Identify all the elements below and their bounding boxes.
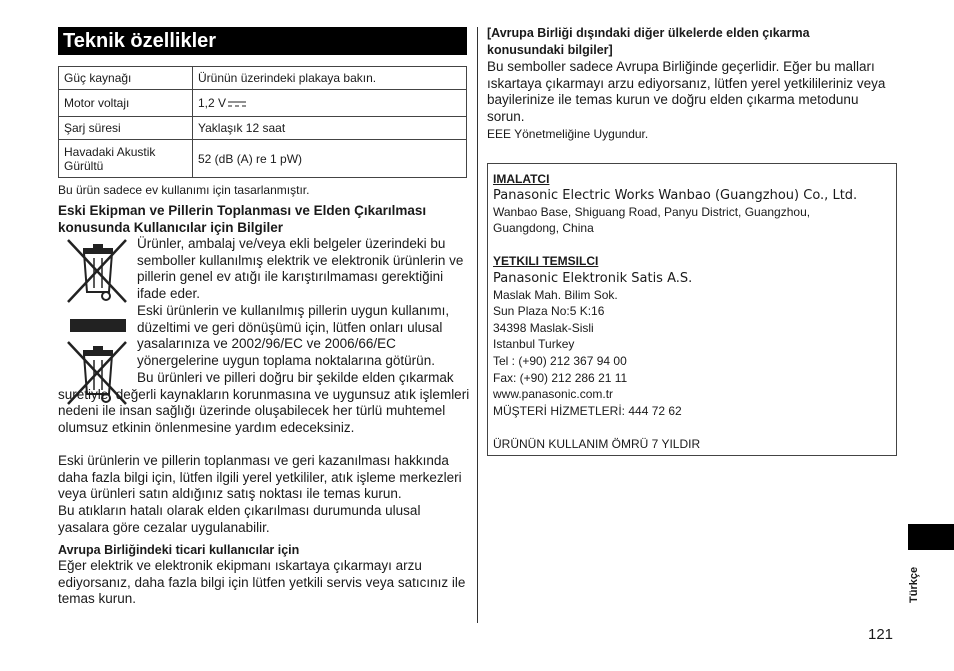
- representative-line: Maslak Mah. Bilim Sok.: [493, 288, 618, 302]
- disposal-paragraph-5: Bu atıkların hatalı olarak elden çıkarılması durumunda ulusal yasalara göre cezalar uygulanabilir.: [58, 503, 421, 535]
- non-eu-heading: [Avrupa Birliği dışındaki diğer ülkelerde elden çıkarma konusundaki bilgiler]: [487, 26, 810, 57]
- manufacturer-label: IMALATCI: [493, 172, 550, 186]
- customer-service-line: MÜŞTERİ HİZMETLERİ: 444 72 62: [493, 404, 682, 418]
- household-note: Bu ürün sadece ev kullanımı için tasarlanmıştır.: [58, 183, 310, 197]
- disposal-paragraph-2: Eski ürünlerin ve kullanılmış pillerin uygun kullanımı, düzeltimi ve geri dönüşümü için, lütfen onları ulusal yasalarınıza ve 2002/96/EC ve 2006/66/EC yönergelerine uygun toplama noktalarına götürün.: [137, 303, 450, 368]
- table-row: [59, 67, 467, 90]
- disposal-paragraph-3: Bu ürünleri ve pilleri doğru bir şekilde elden çıkarmak suretiyle, değerli kaynakların korunmasına ve uygunsuz atık işlemleri nedeni ile insan sağlığı üzerinde oluşabilecek her türlü muhtemel olumsuz etkinin önlenmesine yardım edeceksiniz.: [58, 370, 470, 435]
- spec-value-text: 1,2 V: [198, 96, 227, 110]
- dc-symbol-icon: [227, 100, 247, 108]
- spec-key: Şarj süresi: [59, 117, 193, 140]
- non-eu-text: Bu semboller sadece Avrupa Birliğinde geçerlidir. Eğer bu malları ıskartaya çıkarmayı arzu ediyorsanız, lütfen yerel yetkilileriniz veya bayilerinize ile temas kurun ve doğru elden çıkarma metodunu sorun.: [487, 59, 886, 124]
- spec-key: Motor voltajı: [59, 90, 193, 117]
- spec-key: Havadaki Akustik Gürültü: [59, 140, 193, 178]
- language-label: [904, 556, 924, 604]
- representative-label: YETKILI TEMSILCI: [493, 254, 599, 268]
- table-row: [59, 117, 467, 140]
- spec-key: Güç kaynağı: [59, 67, 193, 90]
- manufacturer-address-2: Guangdong, China: [493, 221, 594, 235]
- spec-value: Ürünün üzerindeki plakaya bakın.: [193, 67, 467, 90]
- crossed-bin-bar-icon: [70, 319, 126, 332]
- spec-table: [58, 66, 467, 178]
- language-tab: [908, 524, 954, 550]
- manufacturer-name: Panasonic Electric Works Wanbao (Guangzhou) Co., Ltd.: [493, 188, 858, 203]
- representative-name: Panasonic Elektronik Satis A.S.: [493, 271, 693, 286]
- eee-compliance: EEE Yönetmeliğine Uygundur.: [487, 127, 649, 141]
- eu-business-heading: Avrupa Birliğindeki ticari kullanıcılar için: [58, 543, 300, 557]
- product-lifetime: ÜRÜNÜN KULLANIM ÖMRÜ 7 YILDIR: [493, 437, 701, 451]
- disposal-paragraph-1: Ürünler, ambalaj ve/veya ekli belgeler üzerindeki bu semboller kullanılmış elektrik ve elektronik ürünlerin ve pillerin genel ev atığı ile karıştırılmaması gerektiğini ifade eder.: [137, 236, 464, 301]
- eu-business-text: Eğer elektrik ve elektronik ekipmanı ıskartaya çıkarmayı arzu ediyorsanız, daha fazla bilgi için lütfen yetkili servis veya satıcınız ile temas kurun.: [58, 558, 466, 607]
- table-row: [59, 90, 467, 117]
- spec-value: Yaklaşık 12 saat: [193, 117, 467, 140]
- spec-value: 52 (dB (A) re 1 pW): [193, 140, 467, 178]
- table-row: [59, 140, 467, 178]
- representative-phone: Tel : (+90) 212 367 94 00: [493, 354, 627, 368]
- crossed-bin-icon: [64, 236, 130, 306]
- manufacturer-address-1: Wanbao Base, Shiguang Road, Panyu District, Guangzhou,: [493, 205, 811, 219]
- column-divider: [477, 27, 478, 623]
- page-title: Teknik özellikler: [58, 27, 467, 55]
- representative-line: Sun Plaza No:5 K:16: [493, 304, 605, 318]
- representative-line: 34398 Maslak-Sisli: [493, 321, 594, 335]
- representative-line: Istanbul Turkey: [493, 337, 575, 351]
- disposal-heading: Eski Ekipman ve Pillerin Toplanması ve Elden Çıkarılması konusunda Kullanıcılar için Bilgiler: [58, 203, 427, 235]
- spec-value: [193, 90, 467, 117]
- language-label-text: Türkçe: [908, 566, 920, 603]
- representative-website: www.panasonic.com.tr: [493, 387, 614, 401]
- disposal-paragraph-4: Eski ürünlerin ve pillerin toplanması ve geri kazanılması hakkında daha fazla bilgi için, lütfen ilgili yerel yetkililer, atık işleme merkezleri veya ürünleri satın aldığınız satış noktası ile temas kurun.: [58, 453, 462, 502]
- representative-fax: Fax: (+90) 212 286 21 11: [493, 371, 628, 385]
- page-number: 121: [868, 626, 894, 643]
